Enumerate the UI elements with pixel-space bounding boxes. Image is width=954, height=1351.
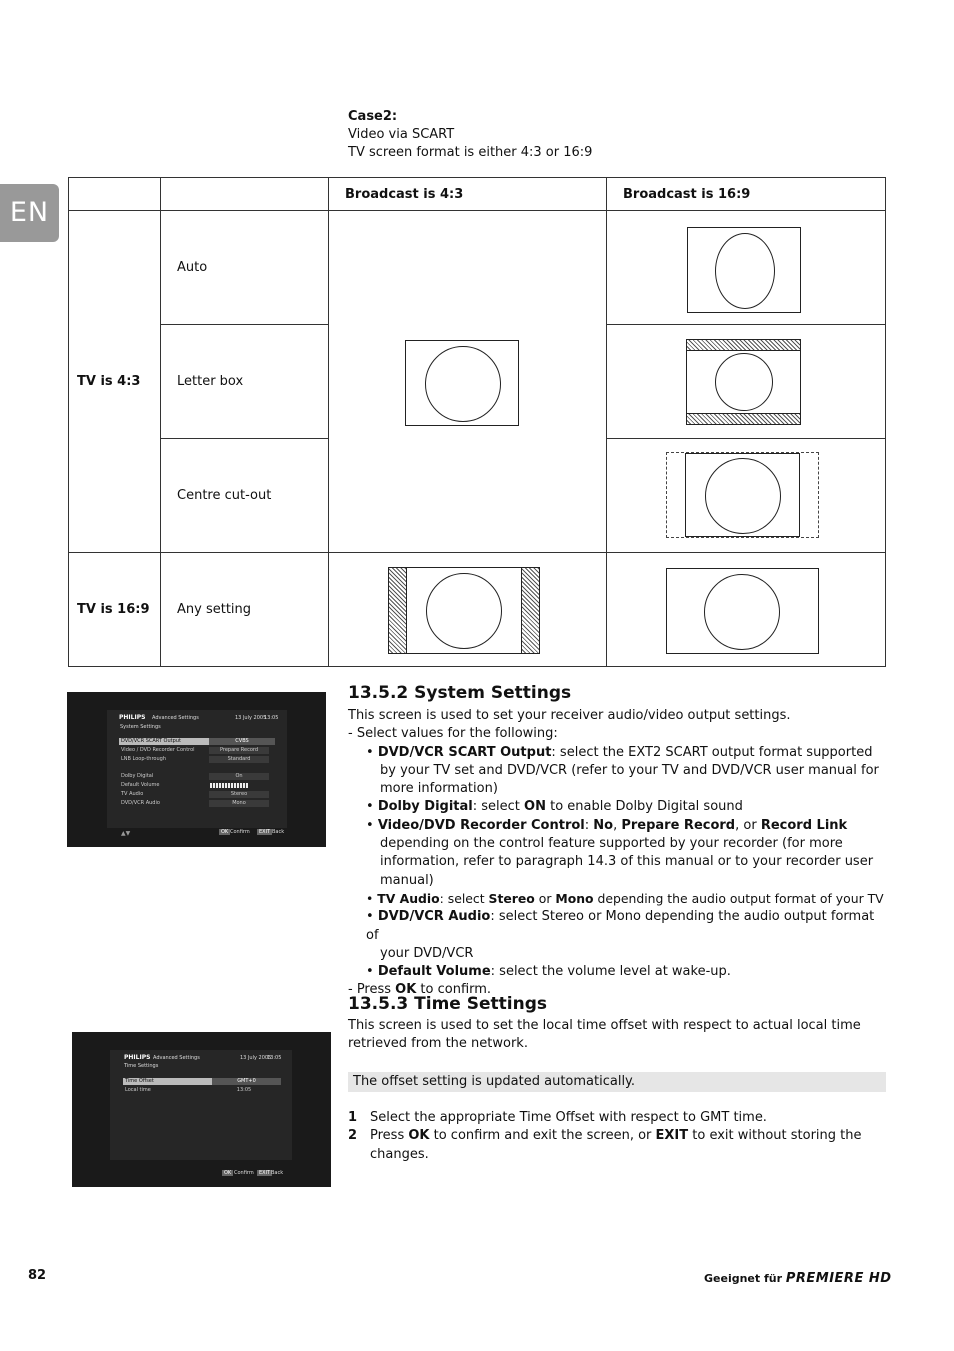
language-tab: EN xyxy=(0,184,59,242)
mode-any: Any setting xyxy=(161,553,329,667)
row-value[interactable]: Prepare Record xyxy=(209,747,269,754)
screen-frame xyxy=(666,568,819,654)
pillar-bar xyxy=(388,567,407,654)
time-settings-screenshot xyxy=(72,1032,331,1187)
system-settings-body xyxy=(348,707,888,1000)
date: 13 July 2005 xyxy=(240,1055,272,1061)
bullet-item: • Video/DVD Recorder Control: No, Prepare Record, or Record Link xyxy=(366,817,848,833)
diagram-cell xyxy=(607,553,886,667)
screen-frame xyxy=(687,227,801,313)
header-broadcast-169: Broadcast is 16:9 xyxy=(607,178,886,211)
bullet-item: • DVD/VCR Audio: select Stereo or Mono depending the audio output format of xyxy=(366,909,875,943)
case-description xyxy=(348,108,592,162)
diagram-cell xyxy=(329,553,607,667)
mode-letterbox: Letter box xyxy=(161,325,329,439)
picture-oval xyxy=(715,233,775,309)
bullet-continuation: your DVD/VCR xyxy=(380,945,474,961)
diagram-cell xyxy=(607,325,886,439)
press-instruction: - Press OK to confirm. xyxy=(348,982,492,998)
menu-title: Advanced Settings xyxy=(153,1055,200,1061)
mode-centre-cutout: Centre cut-out xyxy=(161,439,329,553)
row-label: TV Audio xyxy=(121,791,144,797)
confirm-hint: Confirm xyxy=(230,829,250,835)
volume-bar[interactable] xyxy=(210,783,248,788)
menu-subtitle: Time Settings xyxy=(124,1063,159,1069)
intro-text: This screen is used to set your receiver audio/video output settings. xyxy=(348,708,791,723)
step-item: 2 Press OK to confirm and exit the screen, or EXIT to exit without storing the xyxy=(348,1128,862,1144)
pillar-bar xyxy=(521,567,540,654)
bullet-item: • Default Volume: select the volume level at wake-up. xyxy=(366,964,731,980)
row-value[interactable]: Stereo xyxy=(209,791,269,798)
picture-circle xyxy=(426,573,502,649)
row-label: Video / DVD Recorder Control xyxy=(121,747,195,753)
exit-key: EXIT xyxy=(259,1170,271,1176)
time: 13:05 xyxy=(264,715,279,721)
time-settings-body xyxy=(348,1017,888,1054)
premiere-hd-logo: PREMIERE HD xyxy=(785,1271,892,1286)
empty-cell xyxy=(69,178,161,211)
case-line: Video via SCART xyxy=(348,127,455,142)
menu-subtitle: System Settings xyxy=(120,724,161,730)
system-settings-screenshot xyxy=(67,692,326,847)
row-label: Default Volume xyxy=(121,782,160,788)
bullet-continuation: manual) xyxy=(380,872,434,888)
row-value[interactable]: CVBS xyxy=(209,738,275,745)
bullet-continuation: by your TV set and DVD/VCR (refer to your TV and DVD/VCR user manual for xyxy=(380,762,879,778)
steps xyxy=(348,1109,888,1164)
screen-frame xyxy=(388,567,540,654)
intro-text: This screen is used to set the local time offset with respect to actual local time xyxy=(348,1018,861,1033)
bullet-continuation: more information) xyxy=(380,781,498,797)
screen-frame xyxy=(686,339,801,425)
ok-key: OK xyxy=(224,1170,232,1176)
bullet-continuation: information, refer to paragraph 14.3 of this manual or to your recorder user xyxy=(380,854,874,870)
date: 13 July 2005 xyxy=(235,715,267,721)
row-value[interactable]: Standard xyxy=(209,756,269,763)
bullet-continuation: depending on the control feature supported by your recorder (for more xyxy=(380,836,843,852)
bullet-item: • Dolby Digital: select ON to enable Dolby Digital sound xyxy=(366,799,743,815)
brand-logo: PHILIPS xyxy=(119,714,146,721)
mode-auto: Auto xyxy=(161,211,329,325)
section-heading: 13.5.2 System Settings xyxy=(348,683,572,703)
exit-key: EXIT xyxy=(259,829,271,835)
row-label: DVD/VCR Audio xyxy=(121,800,160,806)
row-label: Dolby Digital xyxy=(121,773,154,779)
section-heading: 13.5.3 Time Settings xyxy=(348,994,547,1014)
ok-key: OK xyxy=(221,829,229,835)
note-box: The offset setting is updated automatically. xyxy=(348,1072,886,1092)
picture-circle xyxy=(704,574,780,650)
screen-frame xyxy=(405,340,519,426)
row-value: 13:05 xyxy=(236,1087,252,1093)
row-value[interactable]: On xyxy=(209,773,269,780)
case-title: Case2: xyxy=(348,109,398,124)
footer-brand: Geeignet für PREMIERE HD xyxy=(704,1271,892,1286)
time: 13:05 xyxy=(267,1055,282,1061)
diagram-cell xyxy=(329,211,607,553)
row-label: DVD/VCR SCART Output xyxy=(121,738,181,744)
bullet-item: • DVD/VCR SCART Output: select the EXT2 SCART output format supported xyxy=(366,744,873,760)
row-value[interactable]: GMT+0 xyxy=(212,1078,281,1085)
tv-169-label: TV is 16:9 xyxy=(69,553,161,667)
nav-arrows-icon: ▲▼ xyxy=(121,830,131,837)
diagram-cell xyxy=(607,439,886,553)
page-number: 82 xyxy=(28,1268,47,1283)
picture-circle xyxy=(715,353,773,411)
screen-frame xyxy=(685,453,800,537)
letterbox-bar xyxy=(686,339,801,351)
bullet-item: • TV Audio: select Stereo or Mono depending the audio output format of your TV xyxy=(366,890,884,906)
tv-43-label: TV is 4:3 xyxy=(69,211,161,553)
row-value[interactable]: Mono xyxy=(209,800,269,807)
row-label: LNB Loop-through xyxy=(121,756,166,762)
case-line: TV screen format is either 4:3 or 16:9 xyxy=(348,145,593,160)
bullet-list xyxy=(348,744,888,982)
back-hint: Back xyxy=(271,1170,284,1176)
row-label: Time Offset xyxy=(125,1078,154,1084)
back-hint: Back xyxy=(272,829,285,835)
menu-title: Advanced Settings xyxy=(152,715,199,721)
step-item: 1 Select the appropriate Time Offset with respect to GMT time. xyxy=(348,1110,767,1125)
header-broadcast-43: Broadcast is 4:3 xyxy=(329,178,607,211)
instruction: - Select values for the following: xyxy=(348,726,558,742)
row-label: Local time xyxy=(125,1087,151,1093)
brand-logo: PHILIPS xyxy=(124,1054,151,1061)
diagram-cell xyxy=(607,211,886,325)
empty-cell xyxy=(161,178,329,211)
format-table xyxy=(68,177,886,667)
step-continuation: changes. xyxy=(370,1146,429,1162)
picture-circle xyxy=(425,346,501,422)
letterbox-bar xyxy=(686,413,801,425)
intro-text: retrieved from the network. xyxy=(348,1036,528,1052)
picture-circle xyxy=(705,458,781,534)
confirm-hint: Confirm xyxy=(234,1170,254,1176)
